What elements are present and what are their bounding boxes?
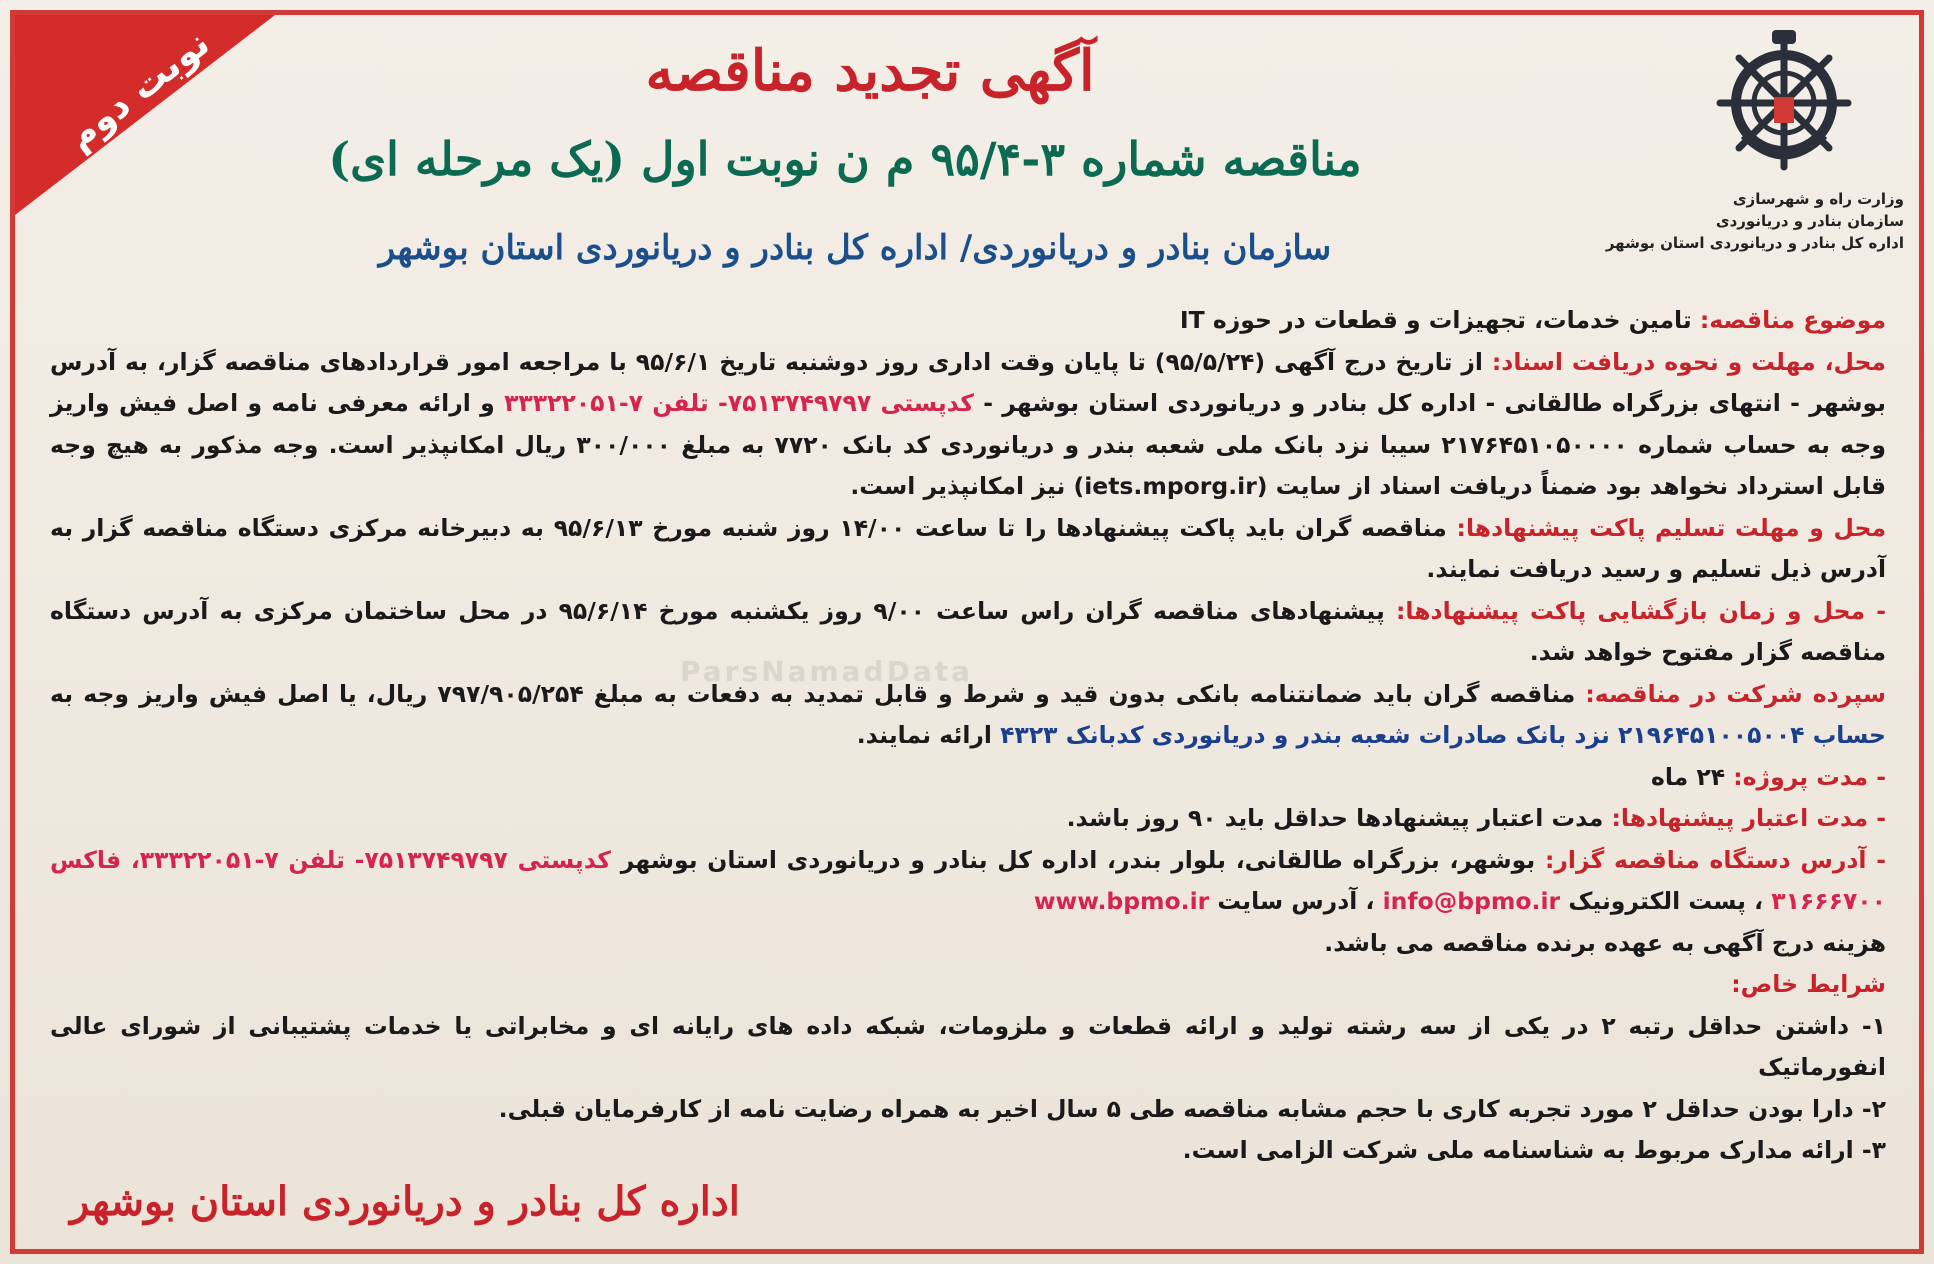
duration-paragraph — [50, 757, 1886, 799]
validity-paragraph — [50, 798, 1886, 840]
validity-label: - مدت اعتبار پیشنهادها: — [1611, 804, 1886, 832]
site-prefix: ، آدرس سایت — [1217, 887, 1375, 915]
documents-paragraph — [50, 342, 1886, 508]
subject-text: تامین خدمات، تجهیزات و قطعات در حوزه IT — [1179, 306, 1692, 334]
documents-text-cont: و ارائه معرفی نامه و اصل فیش واریز وجه به حساب شماره ۲۱۷۶۴۵۱۰۵۰۰۰۰ سیبا نزد بانک ملی شعبه بندر و دریانوردی کد بانک ۷۷۲۰ به مبلغ ۳۰۰/۰۰۰ ریال امکانپذیر است. وجه مذکور به هیچ وجه قابل استرداد نخواهد بود ضمناً دریافت اسناد از سایت (iets.mporg.ir) نیز امکانپذیر است. — [50, 389, 1886, 500]
duration-text: ۲۴ ماه — [1650, 762, 1726, 791]
special-condition-item: ۲- دارا بودن حداقل ۲ مورد تجربه کاری با حجم مشابه مناقصه طی ۵ سال اخیر به همراه رضایت نامه از کارفرمایان قبلی. — [498, 1094, 1886, 1123]
duration-label: - مدت پروژه: — [1733, 762, 1886, 791]
submission-text: مناقصه گران باید پاکت پیشنهادها را تا ساعت ۱۴/۰۰ روز شنبه مورخ ۹۵/۶/۱۳ به دبیرخانه مرکزی دستگاه مناقصه گزار به آدرس ذیل تسلیم و رسید دریافت نمایند. — [50, 513, 1886, 583]
corner-ribbon — [15, 15, 275, 215]
submission-label: محل و مهلت تسلیم پاکت پیشنهادها: — [1456, 513, 1887, 542]
ribbon-text: نوبت دوم — [60, 22, 218, 159]
watermark-text: ParsNamadData — [680, 655, 973, 688]
address-text: بوشهر، بزرگراه طالقانی، بلوار بندر، اداره کل بنادر و دریانوردی استان بوشهر — [620, 845, 1536, 874]
address-postal-phone-fax: کدپستی ۷۵۱۳۷۴۹۷۹۷- تلفن ۷-۳۳۳۲۲۰۵۱، فاکس ۳۱۶۶۶۷۰۰ — [50, 845, 1886, 915]
deposit-label: سپرده شرکت در مناقصه: — [1585, 679, 1887, 708]
subject-paragraph — [50, 300, 1886, 342]
ad-body — [50, 300, 1886, 1172]
documents-label: محل، مهلت و نحوه دریافت اسناد: — [1491, 347, 1886, 376]
ministry-header — [1584, 188, 1904, 254]
special-conditions-heading — [50, 964, 1886, 1006]
address-paragraph — [50, 840, 1886, 923]
opening-label: - محل و زمان بازگشایی پاکت پیشنهادها: — [1396, 596, 1887, 625]
ad-title: آگهی تجدید مناقصه — [645, 38, 1095, 104]
email-link[interactable]: info@bpmo.ir — [1382, 887, 1561, 915]
department-line: اداره کل بنادر و دریانوردی استان بوشهر — [1605, 234, 1904, 252]
special-label: شرایط خاص: — [1731, 970, 1886, 998]
organization-line: سازمان بنادر و دریانوردی — [1715, 212, 1904, 230]
documents-postal-phone: کدپستی ۷۵۱۳۷۴۹۷۹۷- تلفن ۷-۳۳۳۲۲۰۵۱ — [504, 389, 974, 417]
email-prefix: ، پست الکترونیک — [1568, 887, 1764, 915]
deposit-text: مناقصه گران باید ضمانتنامه بانکی بدون قید و شرط و قابل تمدید به دفعات به مبلغ ۷۹۷/۹۰۵/۲۵۴ ریال، یا اصل فیش واریز وجه به — [50, 679, 1576, 708]
tender-number: مناقصه شماره ۳-۹۵/۴ م ن نوبت اول (یک مرحله ای) — [328, 132, 1362, 186]
ministry-line: وزارت راه و شهرسازی — [1732, 190, 1904, 208]
subject-label: موضوع مناقصه: — [1699, 306, 1886, 334]
deposit-text-end: ارائه نمایند. — [856, 721, 992, 749]
website-link[interactable]: www.bpmo.ir — [1033, 887, 1210, 915]
submission-paragraph — [50, 508, 1886, 591]
cost-text: هزینه درج آگهی به عهده برنده مناقصه می باشد. — [1324, 928, 1886, 957]
documents-text: از تاریخ درج آگهی (۹۵/۵/۲۴) تا پایان وقت اداری روز دوشنبه تاریخ ۹۵/۶/۱ با مراجعه امور قراردادهای مناقصه گزار، به آدرس بوشهر - انتهای بزرگراه طالقانی - اداره کل بنادر و دریانوردی استان بوشهر - — [50, 347, 1887, 417]
cost-paragraph — [50, 923, 1886, 965]
special-condition-item: ۳- ارائه مدارک مربوط به شناسنامه ملی شرکت الزامی است. — [1182, 1136, 1886, 1164]
address-label: - آدرس دستگاه مناقصه گزار: — [1544, 845, 1886, 874]
footer-signature: اداره کل بنادر و دریانوردی استان بوشهر — [70, 1178, 740, 1225]
deposit-account: حساب ۲۱۹۶۴۵۱۰۰۵۰۰۴ — [1618, 721, 1886, 749]
issuing-organization: سازمان بنادر و دریانوردی/ اداره کل بنادر و دریانوردی استان بوشهر — [378, 228, 1332, 268]
special-condition-item: ۱- داشتن حداقل رتبه ۲ در یکی از سه رشته تولید و ارائه قطعات و ملزومات، شبکه داده های رایانه ای و مخابراتی یا خدمات پشتیبانی از شورای عالی انفورماتیک — [50, 1011, 1886, 1081]
ports-anchor-logo-icon — [1704, 25, 1864, 185]
opening-text: پیشنهادهای مناقصه گران راس ساعت ۹/۰۰ روز یکشنبه مورخ ۹۵/۶/۱۴ در محل ساختمان مرکزی به آدرس دستگاه مناقصه گزار مفتوح خواهد شد. — [50, 596, 1886, 666]
deposit-bank: نزد بانک صادرات شعبه بندر و دریانوردی کدبانک ۴۳۲۳ — [1000, 721, 1610, 749]
validity-text: مدت اعتبار پیشنهادها حداقل باید ۹۰ روز باشد. — [1066, 804, 1604, 832]
